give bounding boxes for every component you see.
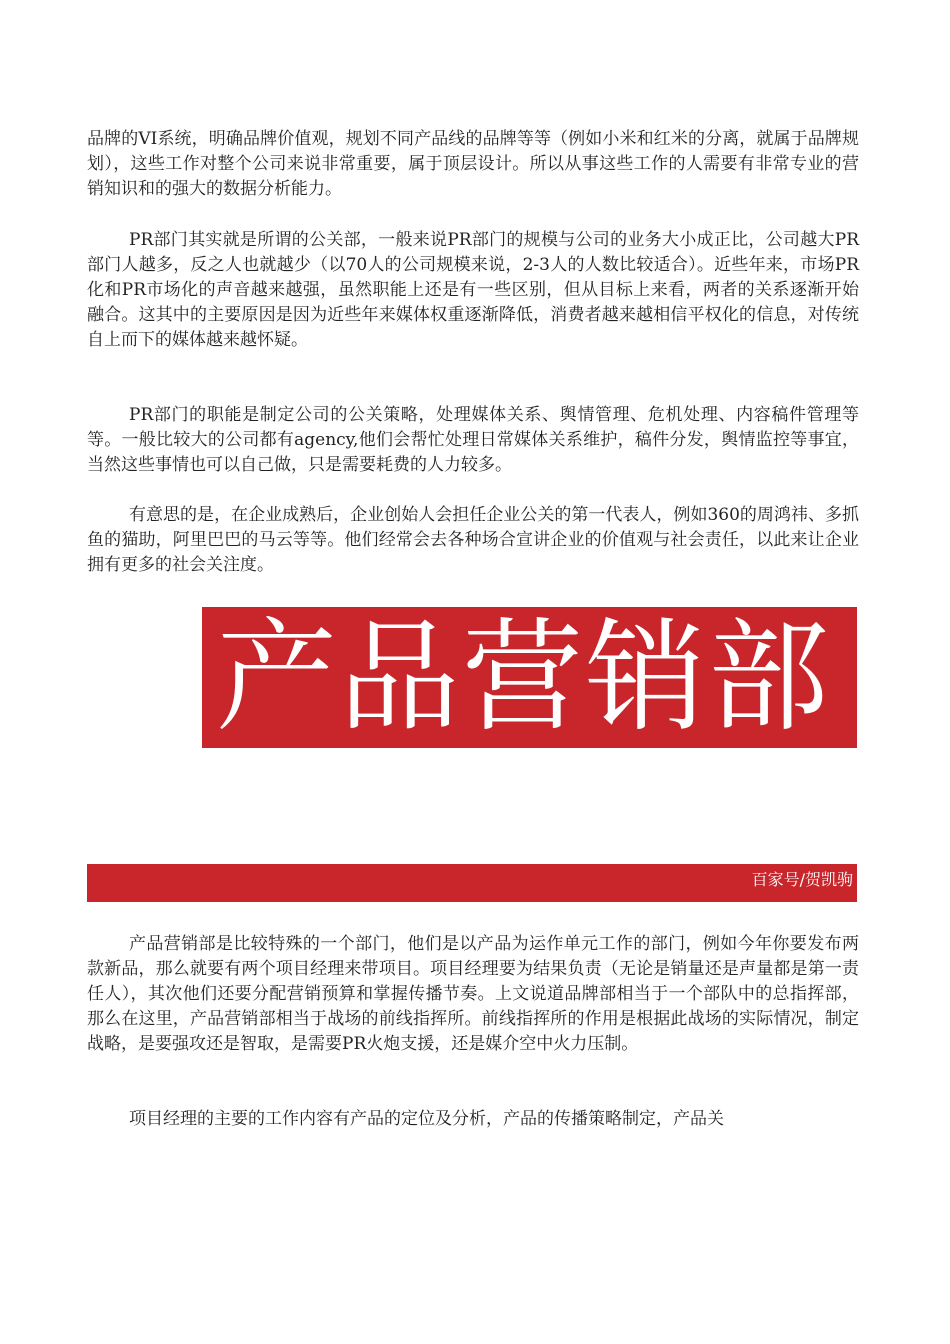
- image-source-bar: [87, 864, 857, 902]
- paragraph-brand-vi: 品牌的VI系统，明确品牌价值观，规划不同产品线的品牌等等（例如小米和红米的分离，就属于品牌规划），这些工作对整个公司来说非常重要，属于顶层设计。所以从事这些工作的人需要有非常专业的营销知识和的强大的数据分析能力。: [87, 129, 859, 199]
- section-title-banner: [202, 607, 857, 748]
- image-source-credit: 百家号/贺凯驹: [751, 870, 853, 889]
- paragraph-product-marketing: 产品营销部是比较特殊的一个部门，他们是以产品为运作单元工作的部门，例如今年你要发布两款新品，那么就要有两个项目经理来带项目。项目经理要为结果负责（无论是销量还是声量都是第一责任人），其次他们还要分配营销预算和掌握传播节奏。上文说道品牌部相当于一个部队中的总指挥部，那么在这里，产品营销部相当于战场的前线指挥所。前线指挥所的作用是根据此战场的实际情况，制定战略，是要强攻还是智取，是需要PR火炮支援，还是媒介空中火力压制。: [87, 934, 859, 1054]
- section-title: 产品营销部: [216, 607, 832, 748]
- paragraph-pr-department: PR部门其实就是所谓的公关部，一般来说PR部门的规模与公司的业务大小成正比，公司越大PR部门人越多，反之人也就越少（以70人的公司规模来说，2-3人的人数比较适合）。近些年来，市场PR化和PR市场化的声音越来越强，虽然职能上还是有一些区别，但从目标上来看，两者的关系逐渐开始融合。这其中的主要原因是因为近些年来媒体权重逐渐降低，消费者越来越相信平权化的信息，对传统自上而下的媒体越来越怀疑。: [87, 230, 859, 350]
- paragraph-pr-functions: PR部门的职能是制定公司的公关策略，处理媒体关系、舆情管理、危机处理、内容稿件管理等等。一般比较大的公司都有agency,他们会帮忙处理日常媒体关系维护，稿件分发，舆情监控等事宜，当然这些事情也可以自己做，只是需要耗费的人力较多。: [87, 405, 859, 475]
- paragraph-founder-pr: 有意思的是，在企业成熟后，企业创始人会担任企业公关的第一代表人，例如360的周鸿祎、多抓鱼的猫助，阿里巴巴的马云等等。他们经常会去各种场合宣讲企业的价值观与社会责任，以此来让企业拥有更多的社会关注度。: [87, 505, 859, 575]
- paragraph-project-manager: 项目经理的主要的工作内容有产品的定位及分析，产品的传播策略制定，产品关: [129, 1109, 724, 1129]
